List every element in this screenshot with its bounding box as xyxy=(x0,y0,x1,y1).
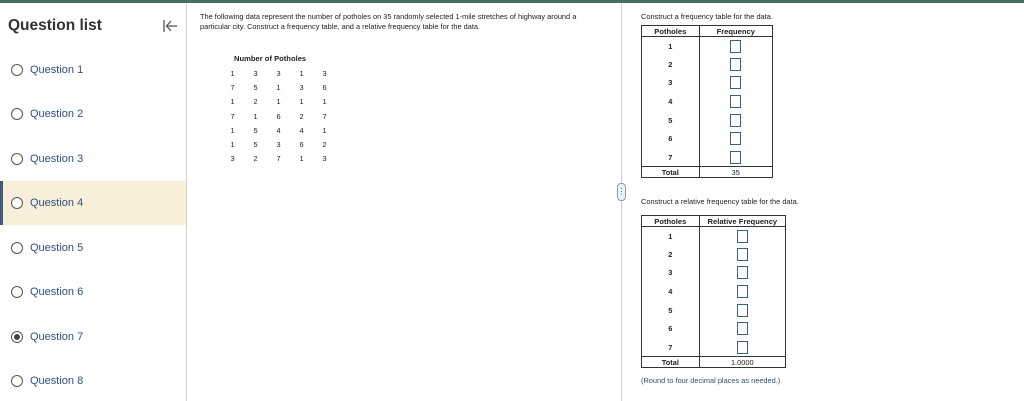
radio-unchecked-icon xyxy=(11,64,23,76)
question-item-7[interactable] xyxy=(0,315,186,359)
question-list-sidebar xyxy=(0,3,187,401)
data-cell: 1 xyxy=(230,125,235,135)
category-cell: 7 xyxy=(668,152,673,162)
question-item-2[interactable] xyxy=(0,92,186,136)
radio-unchecked-icon xyxy=(11,286,23,298)
category-cell: 5 xyxy=(668,115,673,125)
data-table-title: Number of Potholes xyxy=(234,54,307,63)
table-header-row xyxy=(642,26,773,37)
table-row xyxy=(642,55,773,74)
table-row xyxy=(221,109,336,123)
radio-unchecked-icon xyxy=(11,375,23,387)
question-label: Question 6 xyxy=(30,286,84,298)
radio-checked-icon xyxy=(11,331,23,343)
table-row xyxy=(221,123,336,137)
radio-unchecked-icon xyxy=(11,153,23,165)
question-item-6[interactable] xyxy=(0,270,186,314)
relative-input-6[interactable] xyxy=(737,322,748,335)
total-label: Total xyxy=(642,167,700,178)
total-label: Total xyxy=(642,357,700,368)
column-header: Potholes xyxy=(642,216,700,227)
rounding-note: (Round to four decimal places as needed.) xyxy=(641,376,781,385)
data-cell: 2 xyxy=(253,154,258,164)
answer-cell xyxy=(699,319,785,338)
table-row xyxy=(642,227,786,246)
answer-cell xyxy=(699,74,772,93)
radio-unchecked-icon xyxy=(11,242,23,254)
table-row xyxy=(642,245,786,264)
relative-frequency-table xyxy=(641,215,786,368)
category-cell: 2 xyxy=(668,59,673,69)
question-label: Question 5 xyxy=(30,242,84,254)
frequency-input-1[interactable] xyxy=(730,40,741,53)
answer-cell xyxy=(699,301,785,320)
relative-input-5[interactable] xyxy=(737,304,748,317)
frequency-table xyxy=(641,25,773,178)
table-row xyxy=(642,37,773,56)
answer-panel xyxy=(622,3,1024,401)
answer-cell xyxy=(699,111,772,130)
frequency-input-4[interactable] xyxy=(730,95,741,108)
table-row xyxy=(642,148,773,167)
relative-input-3[interactable] xyxy=(737,266,748,279)
category-cell: 2 xyxy=(668,249,673,259)
relative-instruction: Construct a relative frequency table for the data. xyxy=(641,197,799,206)
frequency-instruction: Construct a frequency table for the data. xyxy=(641,12,773,21)
question-label: Question 2 xyxy=(30,108,84,120)
category-cell: 1 xyxy=(668,231,673,241)
answer-cell xyxy=(699,282,785,301)
table-row xyxy=(642,74,773,93)
frequency-input-7[interactable] xyxy=(730,151,741,164)
data-cell: 7 xyxy=(230,111,235,121)
data-cell: 1 xyxy=(230,140,235,150)
data-cell: 1 xyxy=(276,97,281,107)
answer-cell xyxy=(699,245,785,264)
relative-input-2[interactable] xyxy=(737,248,748,261)
answer-cell xyxy=(699,129,772,148)
data-cell: 3 xyxy=(230,154,235,164)
data-cell: 7 xyxy=(322,111,327,121)
data-cell: 5 xyxy=(253,82,258,92)
category-cell: 4 xyxy=(668,97,673,107)
category-cell: 3 xyxy=(668,268,673,278)
data-cell: 4 xyxy=(276,125,281,135)
resize-handle-icon[interactable]: ⋮ xyxy=(617,183,626,201)
data-cell: 2 xyxy=(322,140,327,150)
data-cell: 6 xyxy=(276,111,281,121)
question-item-4[interactable] xyxy=(0,181,186,225)
data-cell: 4 xyxy=(299,125,304,135)
data-cell: 7 xyxy=(276,154,281,164)
category-cell: 6 xyxy=(668,324,673,334)
column-header: Frequency xyxy=(699,26,772,37)
answer-cell xyxy=(699,264,785,283)
data-cell: 3 xyxy=(276,140,281,150)
table-row xyxy=(221,152,336,166)
table-row xyxy=(221,80,336,94)
data-cell: 1 xyxy=(276,82,281,92)
table-row xyxy=(642,92,773,111)
table-row xyxy=(642,338,786,357)
table-header-row xyxy=(642,216,786,227)
question-label: Question 1 xyxy=(30,64,84,76)
total-row xyxy=(642,357,786,368)
question-item-8[interactable] xyxy=(0,359,186,401)
category-cell: 6 xyxy=(668,134,673,144)
question-label: Question 4 xyxy=(30,197,84,209)
table-row xyxy=(221,66,336,80)
radio-unchecked-icon xyxy=(11,197,23,209)
total-row xyxy=(642,167,773,178)
answer-cell xyxy=(699,338,785,357)
data-cell: 3 xyxy=(276,68,281,78)
question-list-title: Question list xyxy=(8,17,102,34)
data-cell: 2 xyxy=(299,111,304,121)
question-item-1[interactable] xyxy=(0,48,186,92)
relative-input-4[interactable] xyxy=(737,285,748,298)
frequency-input-3[interactable] xyxy=(730,76,741,89)
potholes-data-table xyxy=(221,66,336,166)
total-value: 1.0000 xyxy=(699,357,785,368)
table-row xyxy=(642,282,786,301)
column-header: Potholes xyxy=(642,26,700,37)
data-cell: 1 xyxy=(253,111,258,121)
data-cell: 2 xyxy=(253,97,258,107)
category-cell: 1 xyxy=(668,41,673,51)
question-label: Question 7 xyxy=(30,331,84,343)
data-cell: 3 xyxy=(322,68,327,78)
data-cell: 1 xyxy=(322,97,327,107)
table-row xyxy=(642,111,773,130)
data-cell: 5 xyxy=(253,125,258,135)
answer-cell xyxy=(699,148,772,167)
data-cell: 6 xyxy=(322,82,327,92)
data-cell: 1 xyxy=(230,97,235,107)
question-label: Question 8 xyxy=(30,375,84,387)
problem-text: The following data represent the number of potholes on 35 randomly selected 1-mile stretches of highway around a particular city. Construct a frequency table, and a relative frequency table for the data. xyxy=(200,12,577,31)
radio-unchecked-icon xyxy=(11,108,23,120)
data-cell: 5 xyxy=(253,140,258,150)
question-label: Question 3 xyxy=(30,153,84,165)
relative-input-7[interactable] xyxy=(737,341,748,354)
data-cell: 1 xyxy=(230,68,235,78)
table-row xyxy=(642,264,786,283)
data-cell: 3 xyxy=(253,68,258,78)
question-item-3[interactable] xyxy=(0,137,186,181)
relative-input-1[interactable] xyxy=(737,230,748,243)
data-cell: 7 xyxy=(230,82,235,92)
answer-cell xyxy=(699,227,785,246)
frequency-input-2[interactable] xyxy=(730,58,741,71)
total-value: 35 xyxy=(699,167,772,178)
collapse-left-icon[interactable] xyxy=(161,17,179,35)
answer-cell xyxy=(699,37,772,56)
data-cell: 1 xyxy=(299,68,304,78)
frequency-input-5[interactable] xyxy=(730,114,741,127)
data-cell: 3 xyxy=(299,82,304,92)
frequency-input-6[interactable] xyxy=(730,132,741,145)
table-row xyxy=(642,129,773,148)
question-item-5[interactable] xyxy=(0,226,186,270)
column-header: Relative Frequency xyxy=(699,216,785,227)
answer-cell xyxy=(699,92,772,111)
data-cell: 6 xyxy=(299,140,304,150)
category-cell: 4 xyxy=(668,287,673,297)
data-cell: 1 xyxy=(299,97,304,107)
answer-cell xyxy=(699,55,772,74)
category-cell: 3 xyxy=(668,78,673,88)
table-row xyxy=(642,319,786,338)
problem-panel xyxy=(188,3,620,401)
table-row xyxy=(221,137,336,151)
category-cell: 5 xyxy=(668,305,673,315)
table-row xyxy=(221,95,336,109)
data-cell: 1 xyxy=(322,125,327,135)
table-row xyxy=(642,301,786,320)
data-cell: 3 xyxy=(322,154,327,164)
category-cell: 7 xyxy=(668,342,673,352)
data-cell: 1 xyxy=(299,154,304,164)
